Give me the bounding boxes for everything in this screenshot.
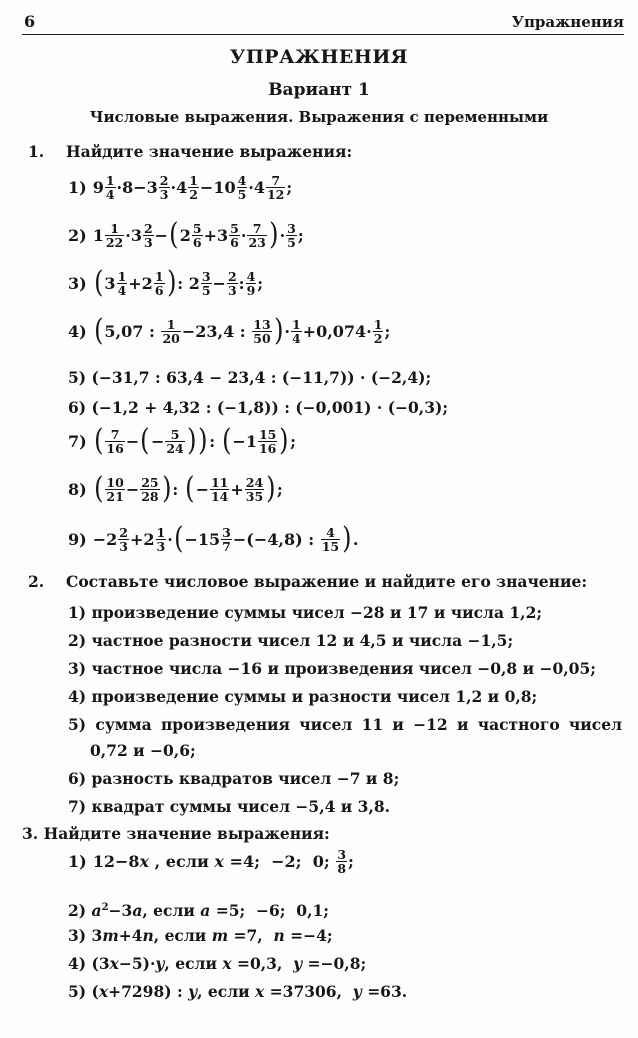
- task-3-heading: [22, 824, 330, 843]
- task-2-item-5: 5) сумма произведения чисел 11 и −12 и частного чисел: [68, 715, 622, 734]
- task-1-item-6: 6) (−1,2 + 4,32 : (−1,8)) : (−0,001) · (−0,3);: [68, 398, 449, 417]
- task-2-item-2: 2) частное разности чисел 12 и 4,5 и числа −1,5;: [68, 631, 514, 650]
- task-1-item-5: 5) (−31,7 : 63,4 − 23,4 : (−11,7)) · (−2,4);: [68, 368, 432, 387]
- task-2-item-4: 4) произведение суммы и разности чисел 1,2 и 0,8;: [68, 687, 538, 706]
- task-prompt: Найдите значение выражения:: [66, 142, 353, 161]
- task-3-item-4: 4) (3x−5)·y, если x =0,3, y =−0,8;: [68, 954, 367, 973]
- task-3-item-1: 1) 12−8 x , если x =4; −2; 0; $\frac{3}{8}$ ;: [68, 847, 354, 876]
- task-number: 3.: [22, 824, 39, 843]
- task-2-heading: [28, 572, 587, 591]
- task-3-item-2: 2) $a^2-3a$, если a =5; −6; 0,1;: [68, 901, 329, 921]
- task-number: 1.: [28, 142, 45, 161]
- task-2-item-1: 1) произведение суммы чисел −28 и 17 и числа 1,2;: [68, 603, 543, 622]
- task-1-item-2: 2) 1 $\frac{1}{22}$ ·3 $\frac{2}{3}$ − ( 2 $\frac{5}{6}$ +3 $\frac{5}{6}$ · $\frac{7}{23}$ ) · $\frac{3}{5}$ ;: [68, 217, 304, 252]
- task-2-item-7: 7) квадрат суммы чисел −5,4 и 3,8.: [68, 797, 391, 816]
- task-2-item-5-cont: 0,72 и −0,6;: [90, 741, 196, 760]
- task-prompt: Составьте числовое выражение и найдите его значение:: [66, 572, 588, 591]
- task-3-item-5: 5) (x+7298) : y, если x =37306, y =63.: [68, 982, 408, 1001]
- task-prompt: Найдите значение выражения:: [43, 824, 330, 843]
- task-1-heading: [28, 142, 352, 161]
- section-subtitle: Числовые выражения. Выражения с переменными: [89, 108, 549, 126]
- task-1-item-4: 4) ( 5,07 : $\frac{1}{20}$ −23,4 : $\frac{13}{50}$ ) · $\frac{1}{4}$ +0,074· $\frac{1}{2}$ ;: [68, 313, 391, 348]
- task-3-item-3: 3) 3m+4n, если m =7, n =−4;: [68, 926, 333, 945]
- running-header: [22, 10, 624, 35]
- task-number: 2.: [28, 572, 45, 591]
- task-1-item-9: 9) −2 $\frac{2}{3}$ +2 $\frac{1}{3}$ · ( −15 $\frac{3}{7}$ −(−4,8) : $\frac{4}{15}$ ) .: [68, 521, 359, 556]
- task-2-item-3: 3) частное числа −16 и произведения чисел −0,8 и −0,05;: [68, 659, 596, 678]
- variant-heading: Вариант 1: [268, 80, 370, 100]
- task-1-item-1: 1) 9 $\frac{1}{4}$ ·8−3 $\frac{2}{3}$ ·4 $\frac{1}{2}$ −10 $\frac{4}{5}$ ·4 $\frac{7}{12}$ ;: [68, 173, 293, 202]
- task-1-item-8: 8) ( $\frac{10}{21}$ − $\frac{25}{28}$ ) : ( − $\frac{11}{14}$ + $\frac{24}{35}$ ) ;: [68, 471, 283, 506]
- task-1-item-7: 7) ( $\frac{7}{16}$ − ( − $\frac{5}{24}$ ) ) : ( −1 $\frac{15}{16}$ ) ;: [68, 423, 296, 458]
- running-title: Упражнения: [511, 13, 624, 31]
- page-title: УПРАЖНЕНИЯ: [229, 46, 409, 68]
- page-number: 6: [24, 12, 36, 31]
- task-2-item-6: 6) разность квадратов чисел −7 и 8;: [68, 769, 400, 788]
- task-1-item-3: 3) ( 3 $\frac{1}{4}$ +2 $\frac{1}{6}$ ) : 2 $\frac{3}{5}$ − $\frac{2}{3}$ : $\frac{4}{9}$ ;: [68, 265, 264, 300]
